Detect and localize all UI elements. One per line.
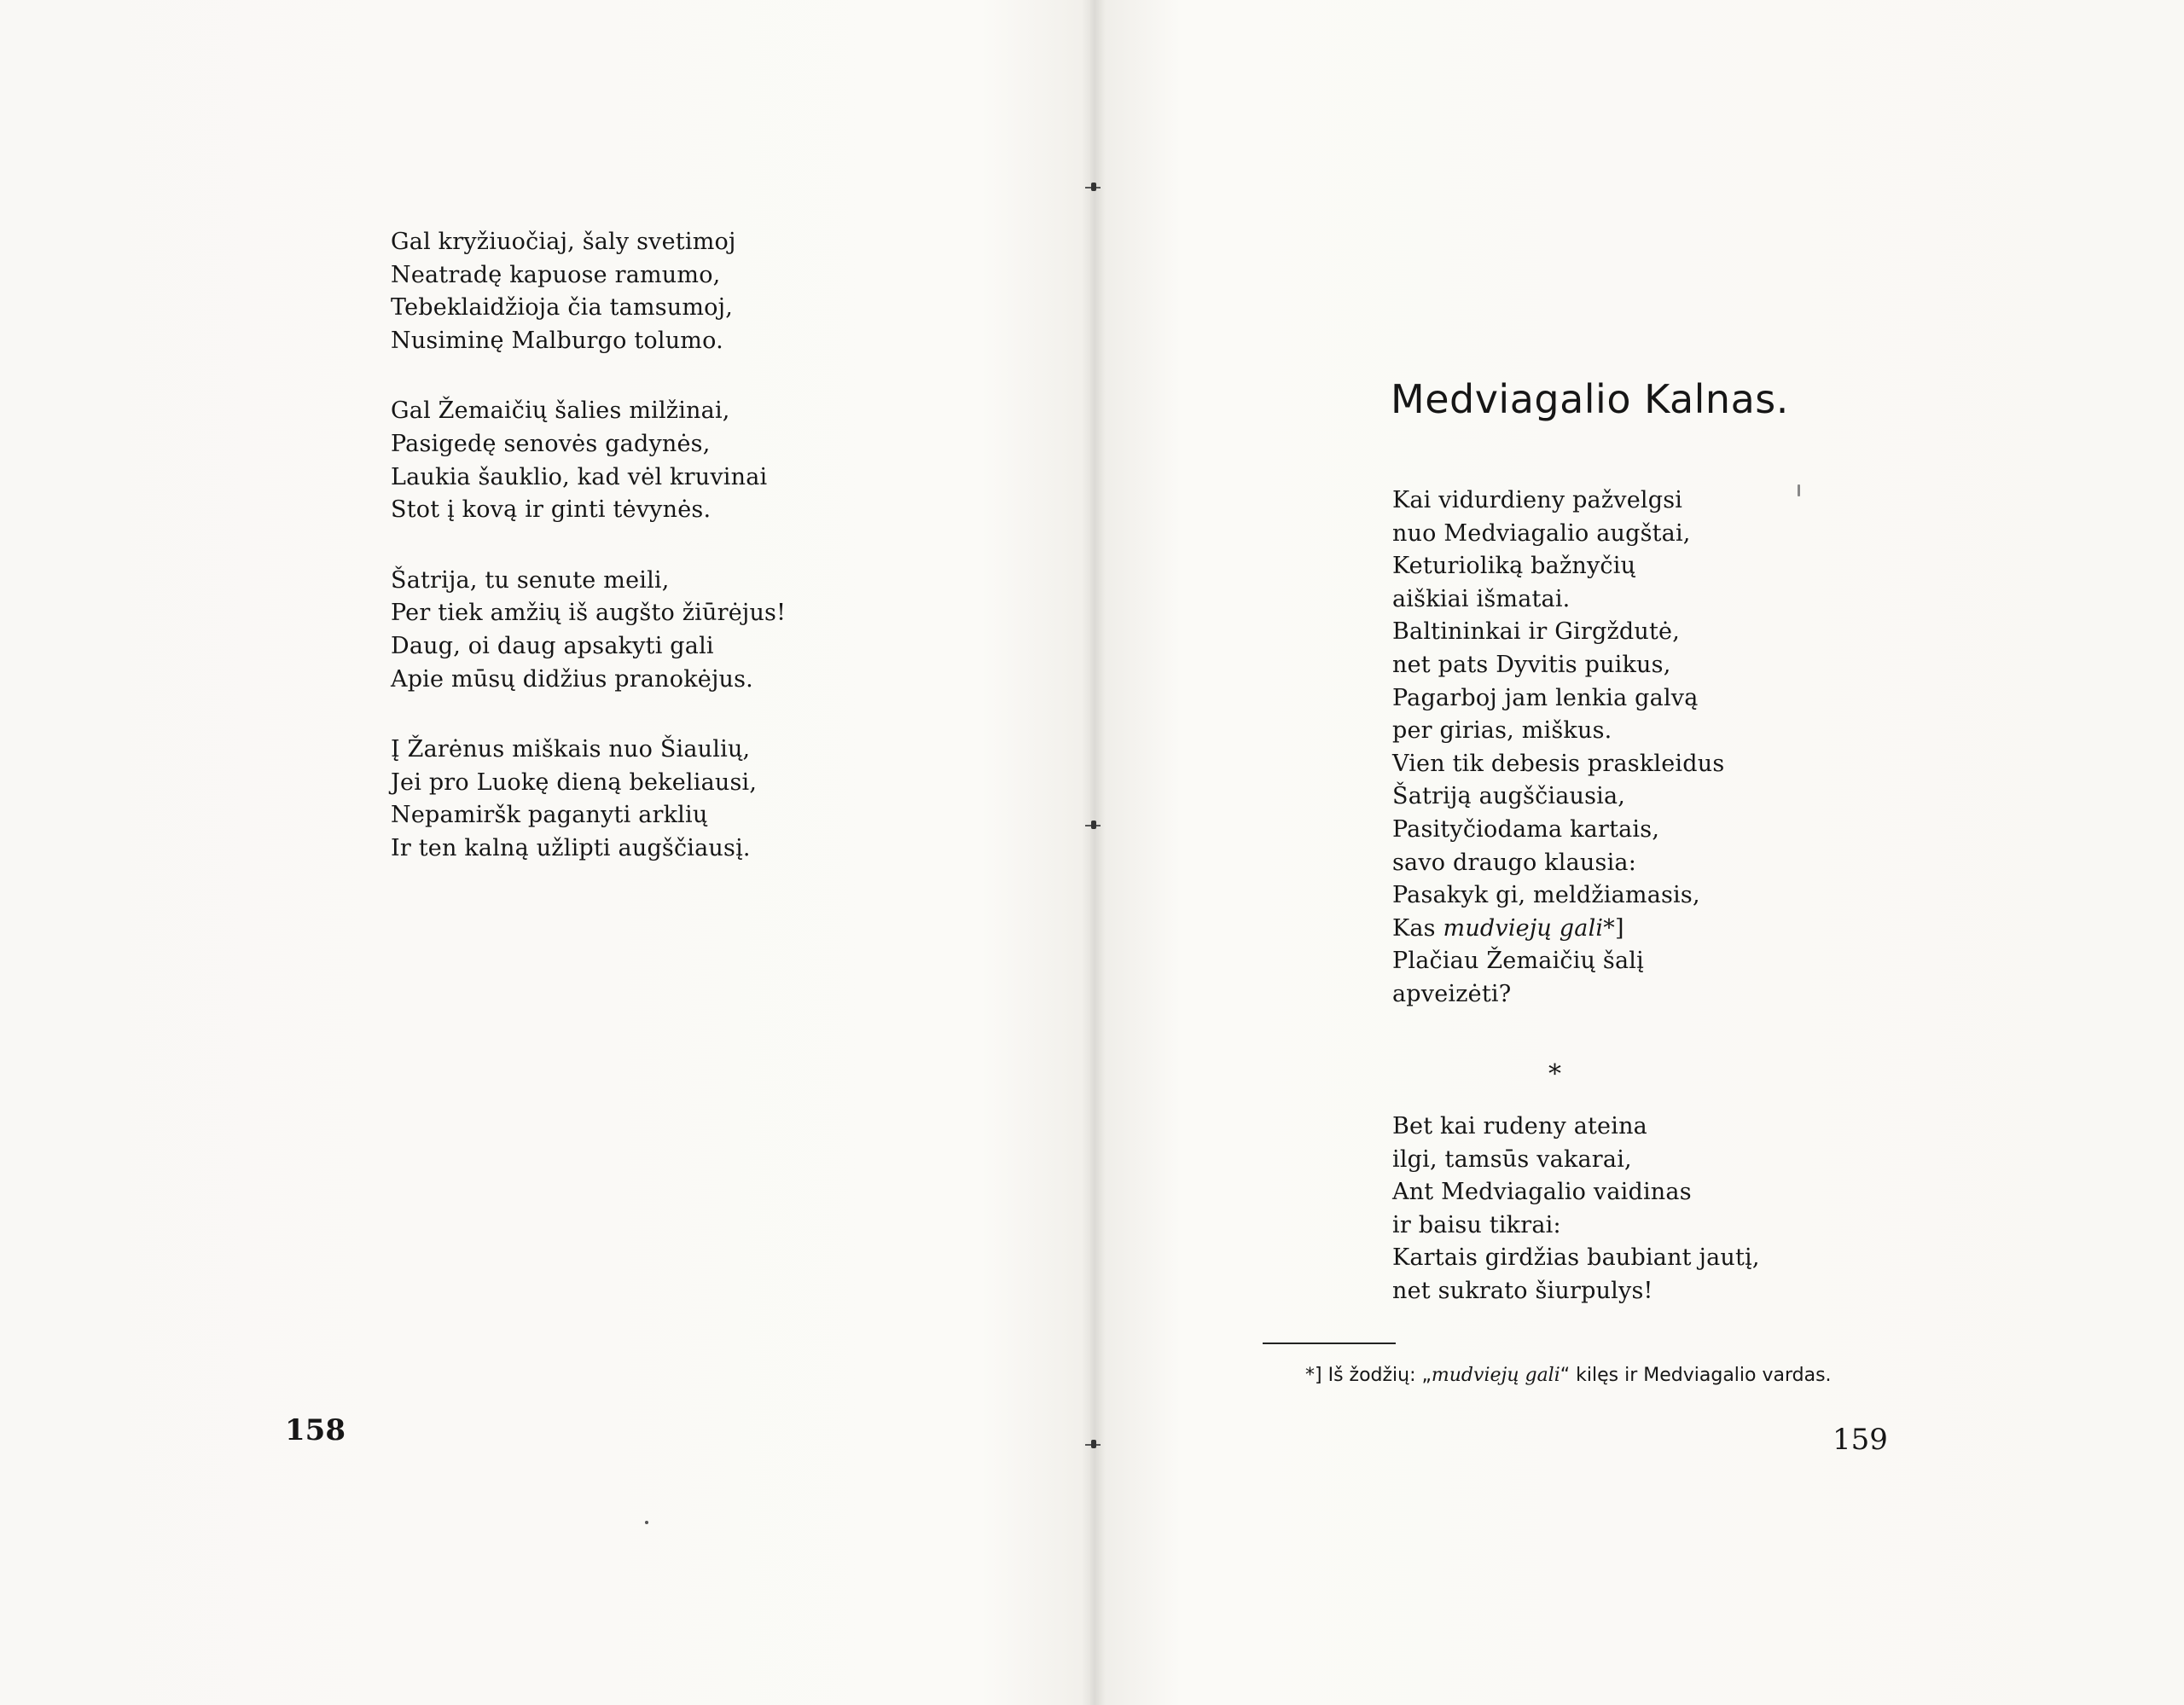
poem-line: Daug, oi daug apsakyti gali [391,632,714,659]
footnote-text-italic: mudviejų gali [1431,1365,1560,1386]
stanza [391,395,786,526]
poem-title: Medviagalio Kalnas. [1391,376,1789,422]
poem-line: Ant Medviagalio vaidinas [1392,1179,1692,1206]
left-poem [391,226,786,903]
stanza [391,734,786,865]
poem-line: Vien tik debesis praskleidus [1392,750,1725,777]
poem-line: Šatriją augščiausia, [1392,783,1626,810]
poem-line: Ir ten kalną užlipti augščiausį. [391,834,751,861]
poem-line: Baltininkai ir Girgždutė, [1392,618,1680,646]
poem-line: per girias, miškus. [1392,717,1612,745]
footnote-text: “ kilęs ir Medviagalio vardas. [1560,1365,1832,1386]
poem-line: net sukrato šiurpulys! [1392,1277,1653,1304]
page-number-right: 159 [1833,1423,1888,1457]
poem-line: Pasigedę senovės gadynės, [391,430,711,457]
line-text-italic: mudviejų gali* [1443,914,1615,942]
line-text: ] [1614,914,1624,942]
poem-line: ilgi, tamsūs vakarai, [1392,1145,1632,1173]
poem-line: Nusiminę Malburgo tolumo. [391,327,723,354]
poem-line: Neatradę kapuose ramumo, [391,261,721,288]
poem-line: Kartais girdžias baubiant jautį, [1392,1244,1760,1272]
poem-line: aiškiai išmatai. [1392,585,1571,612]
left-page [0,0,1090,1705]
binding-stitch [1085,822,1101,829]
poem-line: Nepamiršk paganyti arklių [391,802,708,829]
book-gutter [1082,0,1106,1705]
poem-line: Keturioliką bažnyčių [1392,553,1636,580]
poem-line: Kai vidurdieny pažvelgsi [1392,487,1683,513]
paper-speck [645,1521,648,1524]
poem-line: Gal Žemaičių šalies milžinai, [391,397,730,425]
right-poem-part-1 [1392,484,1724,1012]
poem-line: nuo Medviagalio augštai, [1392,519,1691,547]
line-text: Kas [1392,914,1443,942]
poem-line: Bet kai rudeny ateina [1392,1113,1647,1140]
poem-line: Plačiau Žemaičių šalį [1392,948,1644,975]
poem-line: savo draugo klausia: [1392,849,1637,876]
poem-line-kas [1392,913,1724,946]
poem-line: net pats Dyvitis puikus, [1392,651,1671,678]
footnote-rule [1263,1343,1396,1344]
poem-line: Stot į kovą ir ginti tėvynės. [391,496,712,524]
poem-line: Į Žarėnus miškais nuo Šiaulių, [391,736,751,763]
binding-stitch [1085,1441,1101,1448]
paper-mark [1798,484,1800,496]
poem-line: Tebeklaidžioja čia tamsumoj, [391,294,733,322]
poem-line: Jei pro Luokę dieną bekeliausi, [391,768,758,796]
right-poem-part-2 [1392,1111,1760,1308]
right-stanza [1392,484,1724,913]
poem-line: Laukia šauklio, kad vėl kruvinai [391,463,768,490]
poem-line: Pasityčiodama kartais, [1392,815,1660,843]
page-number-left: 158 [285,1413,346,1447]
poem-line: Per tiek amžių iš augšto žiūrėjus! [391,600,787,627]
stanza [391,565,786,696]
footnote [1305,1363,1832,1389]
poem-line: Pagarboj jam lenkia galvą [1392,684,1699,711]
poem-line: apveizėti? [1392,980,1512,1007]
binding-stitch [1085,184,1101,191]
poem-line: Gal kryžiuočiaj, šaly svetimoj [391,229,736,255]
poem-line: ir baisu tikrai: [1392,1211,1561,1238]
poem-line: Pasakyk gi, meldžiamasis, [1392,882,1700,909]
stanza [391,226,786,357]
poem-line: Šatrija, tu senute meili, [391,566,670,594]
section-separator: * [1548,1059,1561,1089]
footnote-text: *] Iš žodžių: „ [1305,1365,1432,1386]
poem-line: Apie mūsų didžius pranokėjus. [391,665,753,693]
